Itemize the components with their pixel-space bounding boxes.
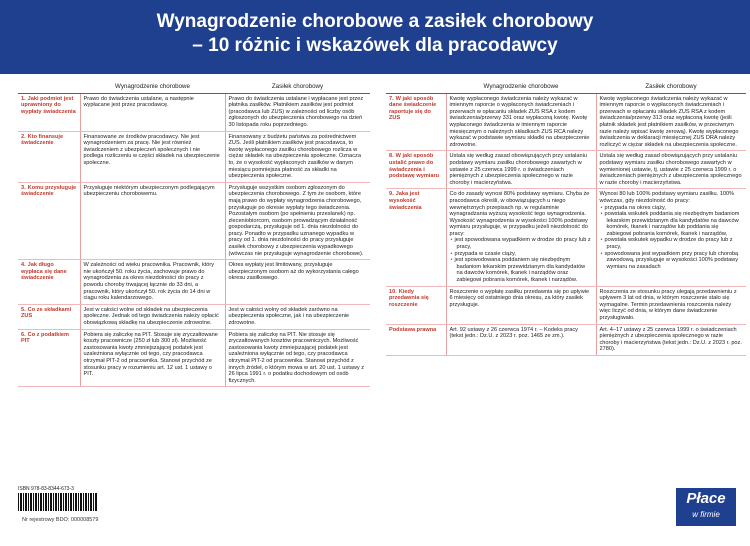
right-row	[386, 93, 746, 151]
right-row-label-cell	[386, 189, 446, 286]
left-header-col1: Wynagrodzenie chorobowe	[80, 82, 225, 93]
right-row-label-cell	[386, 93, 446, 151]
row-number: 5.	[21, 306, 26, 313]
row-question: Jaki podmiot jest uprawniony do wypłaty świadczenia	[21, 95, 76, 115]
bullet-list	[450, 237, 593, 283]
right-row-zasilek-cell: Kwotę wypłaconego świadczenia należy wykazać w imiennym raporcie o wypłaconych świadczeniach i przerwach w opłacaniu składek ZUS RSA z kodem świadczenia/przerwy 313 oraz wypłaconą kwotę (jeśli płatnik składek jest płatnikiem zasiłków, w przeciwnym razie należy wpisać kwotę zerową). Kwotę wypłaconego świadczenia w deklaracji miesięcznej ZUS DRA należy rozliczyć w ciężar składek na ubezpieczenia społeczne.	[596, 93, 746, 151]
left-row	[18, 93, 370, 131]
cell-intro: Wynosi 80 lub 100% podstawy wymiaru zasiłku. 100% wówczas, gdy niezdolność do pracy:	[599, 191, 735, 204]
right-comparison-table	[386, 82, 746, 356]
registry-number: Nr rejestrowy BDO: 000008579	[22, 517, 99, 523]
right-row-zasilek-cell: Art. 4–17 ustawy z 25 czerwca 1999 r. o świadczeniach pieniężnych z ubezpieczenia społecznego w razie choroby i macierzyństwa (tekst jedn.: Dz.U. z 2023 r. poz. 2780).	[596, 324, 746, 355]
right-header-col2: Zasiłek chorobowy	[596, 82, 746, 93]
left-row-label-cell	[18, 131, 80, 182]
row-question: Co z podatkiem PIT	[21, 331, 70, 345]
row-number: 3.	[21, 184, 26, 191]
row-number: 10.	[389, 288, 397, 295]
row-number: 8.	[389, 153, 394, 160]
left-row-wynagrodzenie-cell: W zależności od wieku pracownika. Pracownik, który nie ukończył 50. roku życia, zachowuje prawo do wynagrodzenia za okres niezdolności do pracy z powodu choroby trwającej łącznie do 33 dni, a pracownik, który ukończył 50. rok życia do 14 dni w ciągu roku kalendarzowego.	[80, 260, 225, 305]
right-row	[386, 286, 746, 324]
bullet-item: • powstała wskutek wypadku w drodze do pracy lub z pracy,	[607, 237, 744, 250]
cell-intro: Co do zasady wynosi 80% podstawy wymiaru. Chyba że pracodawca określi, w obowiązujących u niego wewnętrznych przepisach np. w regulaminie wynagradzania wyższą wysokość tego wynagrodzenia. Wysokość wynagrodzenia w wysokości 100% podstawy wymiaru przysługuje, w przypadku jeżeli niezdolność do pracy:	[449, 191, 590, 237]
left-row-zasilek-cell: Finansowany z budżetu państwa za pośrednictwem ZUS. Jeśli płatnikiem zasiłków jest pracodawca, to kwotę wypłaconego zasiłku chorobowego rozlicza w ciężar składek na ubezpieczenia społeczne. Oznacza to, że o wysokość wypłaconych zasiłków w danym miesiącu pomniejsza płatność za składki na ubezpieczenia społeczne.	[225, 131, 370, 182]
right-row	[386, 151, 746, 189]
row-question: Co ze składkami ZUS	[21, 306, 72, 320]
row-number: 9.	[389, 191, 394, 198]
left-row-label-cell	[18, 304, 80, 329]
left-row-zasilek-cell: Jest w całości wolny od składek zarówno na ubezpieczenia społeczne, jak i na ubezpieczenie zdrowotne.	[225, 304, 370, 329]
row-question: Jak długo wypłaca się dane świadczenie	[21, 262, 67, 282]
bullet-item: • przypada na okres ciąży,	[607, 205, 744, 212]
right-row-wynagrodzenie-cell: Roszczenie o wypłatę zasiłku przedawnia się po upływie 6 miesięcy od ostatniego dnia okresu, za który zasiłek przysługuje.	[446, 286, 596, 324]
barcode-image	[18, 493, 98, 511]
row-question: Kto finansuje świadczenie	[21, 133, 64, 147]
right-row	[386, 324, 746, 355]
left-row-wynagrodzenie-cell: Prawo do świadczenia ustalane, a następnie wypłacane jest przez pracodawcę.	[80, 93, 225, 131]
row-number: 7.	[389, 95, 394, 102]
bullet-item: • jest spowodowana wypadkiem w drodze do pracy lub z pracy,	[457, 237, 593, 250]
right-header-col1: Wynagrodzenie chorobowe	[446, 82, 596, 93]
logo-bottom-text: w firmie	[677, 509, 735, 521]
page-title-line2: – 10 różnic i wskazówek dla pracodawcy	[192, 35, 558, 56]
publisher-logo	[676, 488, 736, 526]
left-row-label-cell	[18, 260, 80, 305]
left-table-body	[18, 93, 370, 387]
left-comparison-table	[18, 82, 370, 387]
left-row-label-cell	[18, 182, 80, 260]
left-row	[18, 329, 370, 387]
left-row-wynagrodzenie-cell: Przysługuje niektórym ubezpieczonym podlegającym ubezpieczeniu chorobowemu.	[80, 182, 225, 260]
right-row-zasilek-cell: Ustala się według zasad obowiązujących przy ustalaniu podstawy wymiaru zasiłku chorobowego zawartych w wymienionej ustawie, tj. ustawie z 25 czerwca 1999 r. o świadczeniach pieniężnych z ubezpieczenia społecznego w razie choroby i macierzyństwa.	[596, 151, 746, 189]
right-row-wynagrodzenie-cell: Kwotę wypłaconego świadczenia należy wykazać w imiennym raporcie o wypłaconych świadczeniach i przerwach w opłacaniu składek ZUS RSA z kodem świadczenia/przerwy 331 oraz wypłaconą kwotę. Kwotę wypłaconego świadczenia w imiennym raporcie miesięcznym o należnych składkach ZUS RCA należy wykazać w podstawie wymiaru składki na ubezpieczenie zdrowotne.	[446, 93, 596, 151]
right-table-body	[386, 93, 746, 355]
title-banner	[0, 0, 750, 74]
left-row-zasilek-cell: Prawo do świadczenia ustalane i wypłacane jest przez płatnika zasiłków. Płatnikiem zasiłków jest podmiot (pracodawca lub ZUS) w zależności od liczby osób zgłoszonych do ubezpieczenia chorobowego na dzień 30 listopada roku poprzedniego.	[225, 93, 370, 131]
page-title-line1: Wynagrodzenie chorobowe a zasiłek chorobowy	[156, 11, 594, 32]
side-strip	[0, 74, 16, 530]
bullet-list	[600, 205, 744, 271]
left-row-zasilek-cell: Przysługuje wszystkim osobom zgłoszonym do ubezpieczenia chorobowego. Z tym że osobom, które mają prawo do wypłaty wynagrodzenia chorobowego, przysługuje po okresie wypłaty tego świadczenia. Pozostałym osobom (po spełnieniu przesłanek) np. zleceniobiorcom, osobom prowadzącym działalność gospodarczą, przysługuje od 1. dnia niezdolności do pracy. Ponadto w przypadku uznanego wypadku w pracy od 1. dnia niezdolności do pracy przysługuje zasiłek chorobowy z ubezpieczenia wypadkowego (wówczas nie przysługuje wynagrodzenie chorobowe).	[225, 182, 370, 260]
left-row-wynagrodzenie-cell: Finansowane ze środków pracodawcy. Nie jest wynagrodzeniem za pracę. Nie jest również świadczeniem z ubezpieczeń społecznych i nie podlega rozliczeniu w części składek na ubezpieczenie społeczne.	[80, 131, 225, 182]
row-question: W jaki sposób dane świadczenie raportuje się do ZUS	[389, 95, 437, 122]
bullet-item: • jest spowodowana poddaniem się niezbędnym badaniom lekarskim przewidzianym dla kandydatów na dawców komórek, tkanek i narządów oraz zabiegowi pobrania komórek, tkanek i narządów.	[457, 257, 593, 283]
row-question: Kiedy przedawnia się roszczenie	[389, 288, 429, 308]
row-number: 6.	[21, 331, 26, 338]
left-header-blank	[18, 82, 80, 93]
left-row-label-cell	[18, 329, 80, 387]
left-row-wynagrodzenie-cell: Jest w całości wolne od składek na ubezpieczenia społeczne. Jednak od tego świadczenia należy opłacić obowiązkową składkę na ubezpieczenie zdrowotne.	[80, 304, 225, 329]
barcode-block	[18, 486, 158, 516]
right-row-zasilek-cell: Roszczenia ze stosunku pracy ulegają przedawnieniu z upływem 3 lat od dnia, w którym roszczenie stało się wymagalne. Termin przedawnienia roszczenia należy więc liczyć od dnia, w którym dane świadczenie przysługiwało.	[596, 286, 746, 324]
left-row-zasilek-cell: Pobiera się zaliczkę na PIT. Nie stosuje się zryczałtowanych kosztów pracowniczych. Możliwość zastosowania kwoty zmniejszającej podatek jest uzależniona wyłącznie od tego, czy pracodawca otrzymał PIT-2 od pracownika. Stanowi przychód z innych źródeł, o którym mowa w art. 20 ust. 1 ustawy z 26 lipca 1991 r. o podatku dochodowym od osób fizycznych.	[225, 329, 370, 387]
right-row-wynagrodzenie-cell: Art. 92 ustawy z 26 czerwca 1974 r. – Kodeks pracy (tekst jedn.: Dz.U. z 2023 r. poz. 1465 ze zm.).	[446, 324, 596, 355]
left-row	[18, 131, 370, 182]
left-row-zasilek-cell: Okres wypłaty jest limitowany, przysługuje ubezpieczonym osobom aż do wykorzystania całego okresu zasiłkowego.	[225, 260, 370, 305]
bullet-item: • przypada w czasie ciąży,	[457, 251, 593, 258]
left-row	[18, 260, 370, 305]
left-row-label-cell	[18, 93, 80, 131]
right-header-blank	[386, 82, 446, 93]
bullet-item: • powstała wskutek poddania się niezbędnym badaniom lekarskim przewidzianym dla kandydatów na dawców komórek, tkanek i narządów lub poddania się zabiegowi pobrania komórek, tkanek i narządów,	[607, 211, 744, 237]
row-number: 2.	[21, 133, 26, 140]
left-row	[18, 182, 370, 260]
right-row-wynagrodzenie-cell	[446, 189, 596, 286]
logo-top-text: Płace	[686, 490, 726, 507]
row-number: 4.	[21, 262, 26, 269]
right-row-label-cell	[386, 324, 446, 355]
left-header-col2: Zasiłek chorobowy	[225, 82, 370, 93]
right-row-label-cell	[386, 151, 446, 189]
left-row	[18, 304, 370, 329]
right-row-wynagrodzenie-cell: Ustala się według zasad obowiązujących przy ustalaniu podstawy wymiaru zasiłku chorobowego zawartych w ustawie z 25 czerwca 1999 r. o świadczeniach pieniężnych z ubezpieczenia społecznego w razie choroby i macierzyństwa.	[446, 151, 596, 189]
right-row	[386, 189, 746, 286]
row-question: Podstawa prawna	[389, 326, 437, 333]
row-number: 1.	[21, 95, 26, 102]
right-row-label-cell	[386, 286, 446, 324]
right-row-zasilek-cell	[596, 189, 746, 286]
bullet-item: • spowodowana jest wypadkiem przy pracy lub chorobą zawodową, przysługuje w wysokości 100% podstawy wymiaru na zasadach	[607, 251, 744, 271]
isbn-text: ISBN 978-83-8344-673-3	[18, 486, 74, 492]
row-question: W jaki sposób ustalić prawo do świadczenia i podstawę wymiaru	[389, 153, 440, 180]
row-question: Jaka jest wysokość świadczenia	[389, 191, 422, 211]
row-question: Komu przysługuje świadczenie	[21, 184, 77, 198]
left-row-wynagrodzenie-cell: Pobiera się zaliczkę na PIT. Stosuje się zryczałtowane koszty pracownicze (250 zł lub 300 zł). Możliwość zastosowania kwoty zmniejszającej podatek jest uzależniona wyłącznie od tego, czy pracodawca otrzymał PIT-2 od pracownika. Stanowi przychód ze stosunku pracy w rozumieniu art. 12 ust. 1 ustawy o PIT.	[80, 329, 225, 387]
